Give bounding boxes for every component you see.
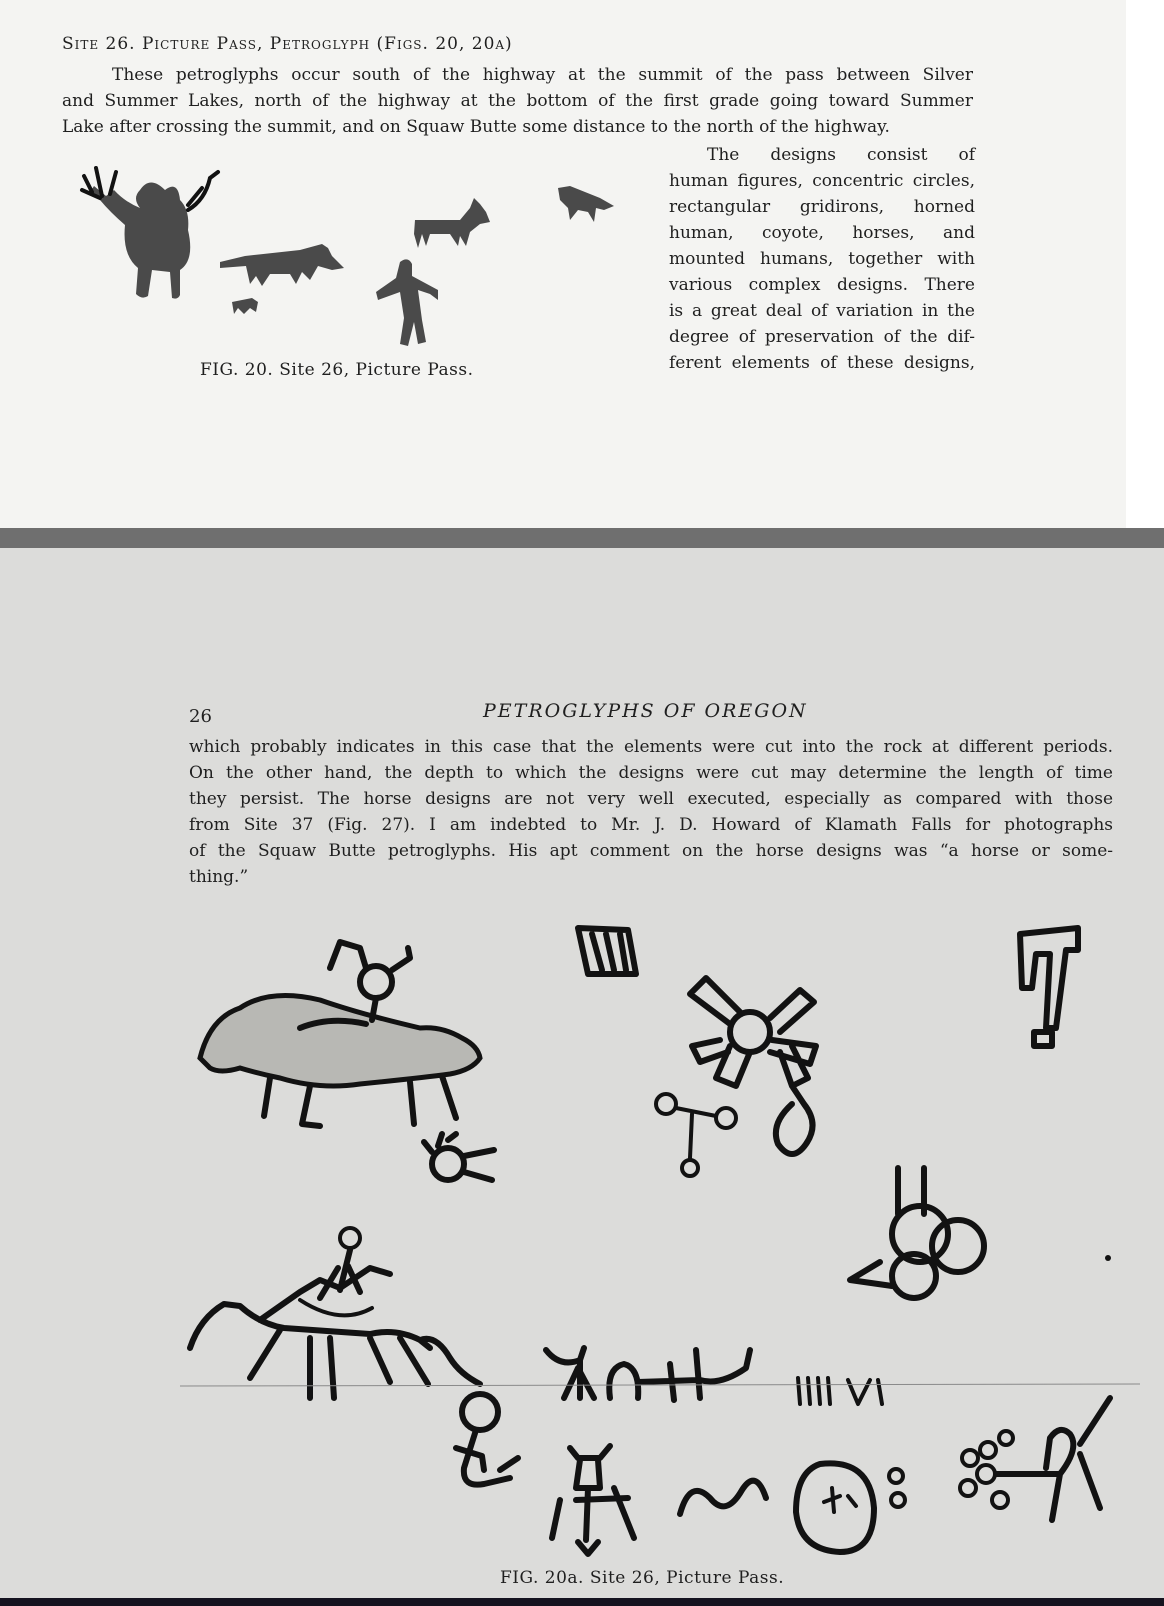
horned-human-glyph bbox=[552, 1446, 634, 1554]
horned-human-glyph bbox=[82, 168, 218, 299]
small-coyote-glyph bbox=[558, 186, 614, 222]
text-line: which probably indicates in this case that the elements were cut into the rock at different periods. bbox=[189, 737, 1113, 757]
speck-dot bbox=[1105, 1255, 1111, 1261]
tally-marks-glyph bbox=[798, 1378, 882, 1404]
mounted-horse-glyph bbox=[200, 942, 480, 1126]
text-line: On the other hand, the depth to which the designs were cut may determine the length of time bbox=[189, 763, 1113, 783]
text-line: ferent elements of these designs, bbox=[669, 353, 975, 373]
bottom-edge-strip bbox=[0, 1598, 1164, 1606]
text-line: These petroglyphs occur south of the highway at the summit of the pass between Silver bbox=[112, 65, 973, 85]
clustered-circles-glyph bbox=[850, 1168, 984, 1298]
horse-rider-glyph bbox=[190, 1228, 480, 1398]
text-line: rectangular gridirons, horned bbox=[669, 197, 975, 217]
page-divider bbox=[0, 528, 1164, 548]
running-head: PETROGLYPHS OF OREGON bbox=[483, 700, 808, 722]
deer-glyph bbox=[414, 198, 490, 248]
bottom-page-scan bbox=[0, 548, 1164, 1598]
radiating-flower-glyph bbox=[960, 1398, 1110, 1520]
text-line: thing.” bbox=[189, 867, 249, 887]
text-line: degree of preservation of the dif- bbox=[669, 327, 975, 347]
rectangular-mark-glyph bbox=[1020, 928, 1078, 1046]
designs-paragraph bbox=[669, 142, 975, 376]
figure-20a-petroglyphs bbox=[180, 928, 1140, 1558]
continued-paragraph bbox=[189, 734, 1113, 890]
text-line: Lake after crossing the summit, and on Squaw Butte some distance to the north of the highway. bbox=[62, 117, 890, 137]
page-number: 26 bbox=[189, 706, 212, 727]
clipped-header-fragment bbox=[600, 0, 980, 6]
figure-20a-caption: FIG. 20a. Site 26, Picture Pass. bbox=[500, 1568, 785, 1588]
top-page-scan bbox=[0, 0, 1126, 528]
gridiron-glyph bbox=[578, 928, 636, 974]
coyote-glyph bbox=[220, 244, 344, 286]
text-line: The designs consist of bbox=[707, 145, 975, 165]
figure-20-caption: FIG. 20. Site 26, Picture Pass. bbox=[200, 360, 474, 380]
small-animal-glyph bbox=[232, 298, 258, 314]
fold-line bbox=[180, 1384, 1140, 1386]
stick-figures-glyph bbox=[546, 1348, 750, 1400]
figure-20-petroglyphs bbox=[70, 150, 650, 360]
crook-figure-glyph bbox=[456, 1394, 518, 1485]
text-line: of the Squaw Butte petroglyphs. His apt comment on the horse designs was “a horse or some- bbox=[189, 841, 1113, 861]
marked-circle-glyph bbox=[796, 1463, 905, 1552]
text-line: various complex designs. There bbox=[669, 275, 975, 295]
text-line: they persist. The horse designs are not very well executed, especially as compared with those bbox=[189, 789, 1113, 809]
text-line: is a great deal of variation in the bbox=[669, 301, 975, 321]
text-line: human, coyote, horses, and bbox=[669, 223, 975, 243]
small-creature-glyph bbox=[424, 1134, 494, 1180]
connected-circles-glyph bbox=[656, 1094, 736, 1176]
text-line: mounted humans, together with bbox=[669, 249, 975, 269]
text-line: and Summer Lakes, north of the highway at the bottom of the first grade going toward Summer bbox=[62, 91, 973, 111]
section-heading: Site 26. Picture Pass, Petroglyph (Figs. 20, 20a) bbox=[62, 34, 513, 54]
text-line: from Site 37 (Fig. 27). I am indebted to Mr. J. D. Howard of Klamath Falls for photographs bbox=[189, 815, 1113, 835]
human-figure-glyph bbox=[376, 259, 438, 346]
right-margin-strip bbox=[1126, 0, 1164, 528]
text-line: human figures, concentric circles, bbox=[669, 171, 975, 191]
wave-glyph bbox=[680, 1481, 766, 1514]
intro-paragraph bbox=[62, 62, 973, 140]
sunburst-design-glyph bbox=[690, 978, 816, 1154]
